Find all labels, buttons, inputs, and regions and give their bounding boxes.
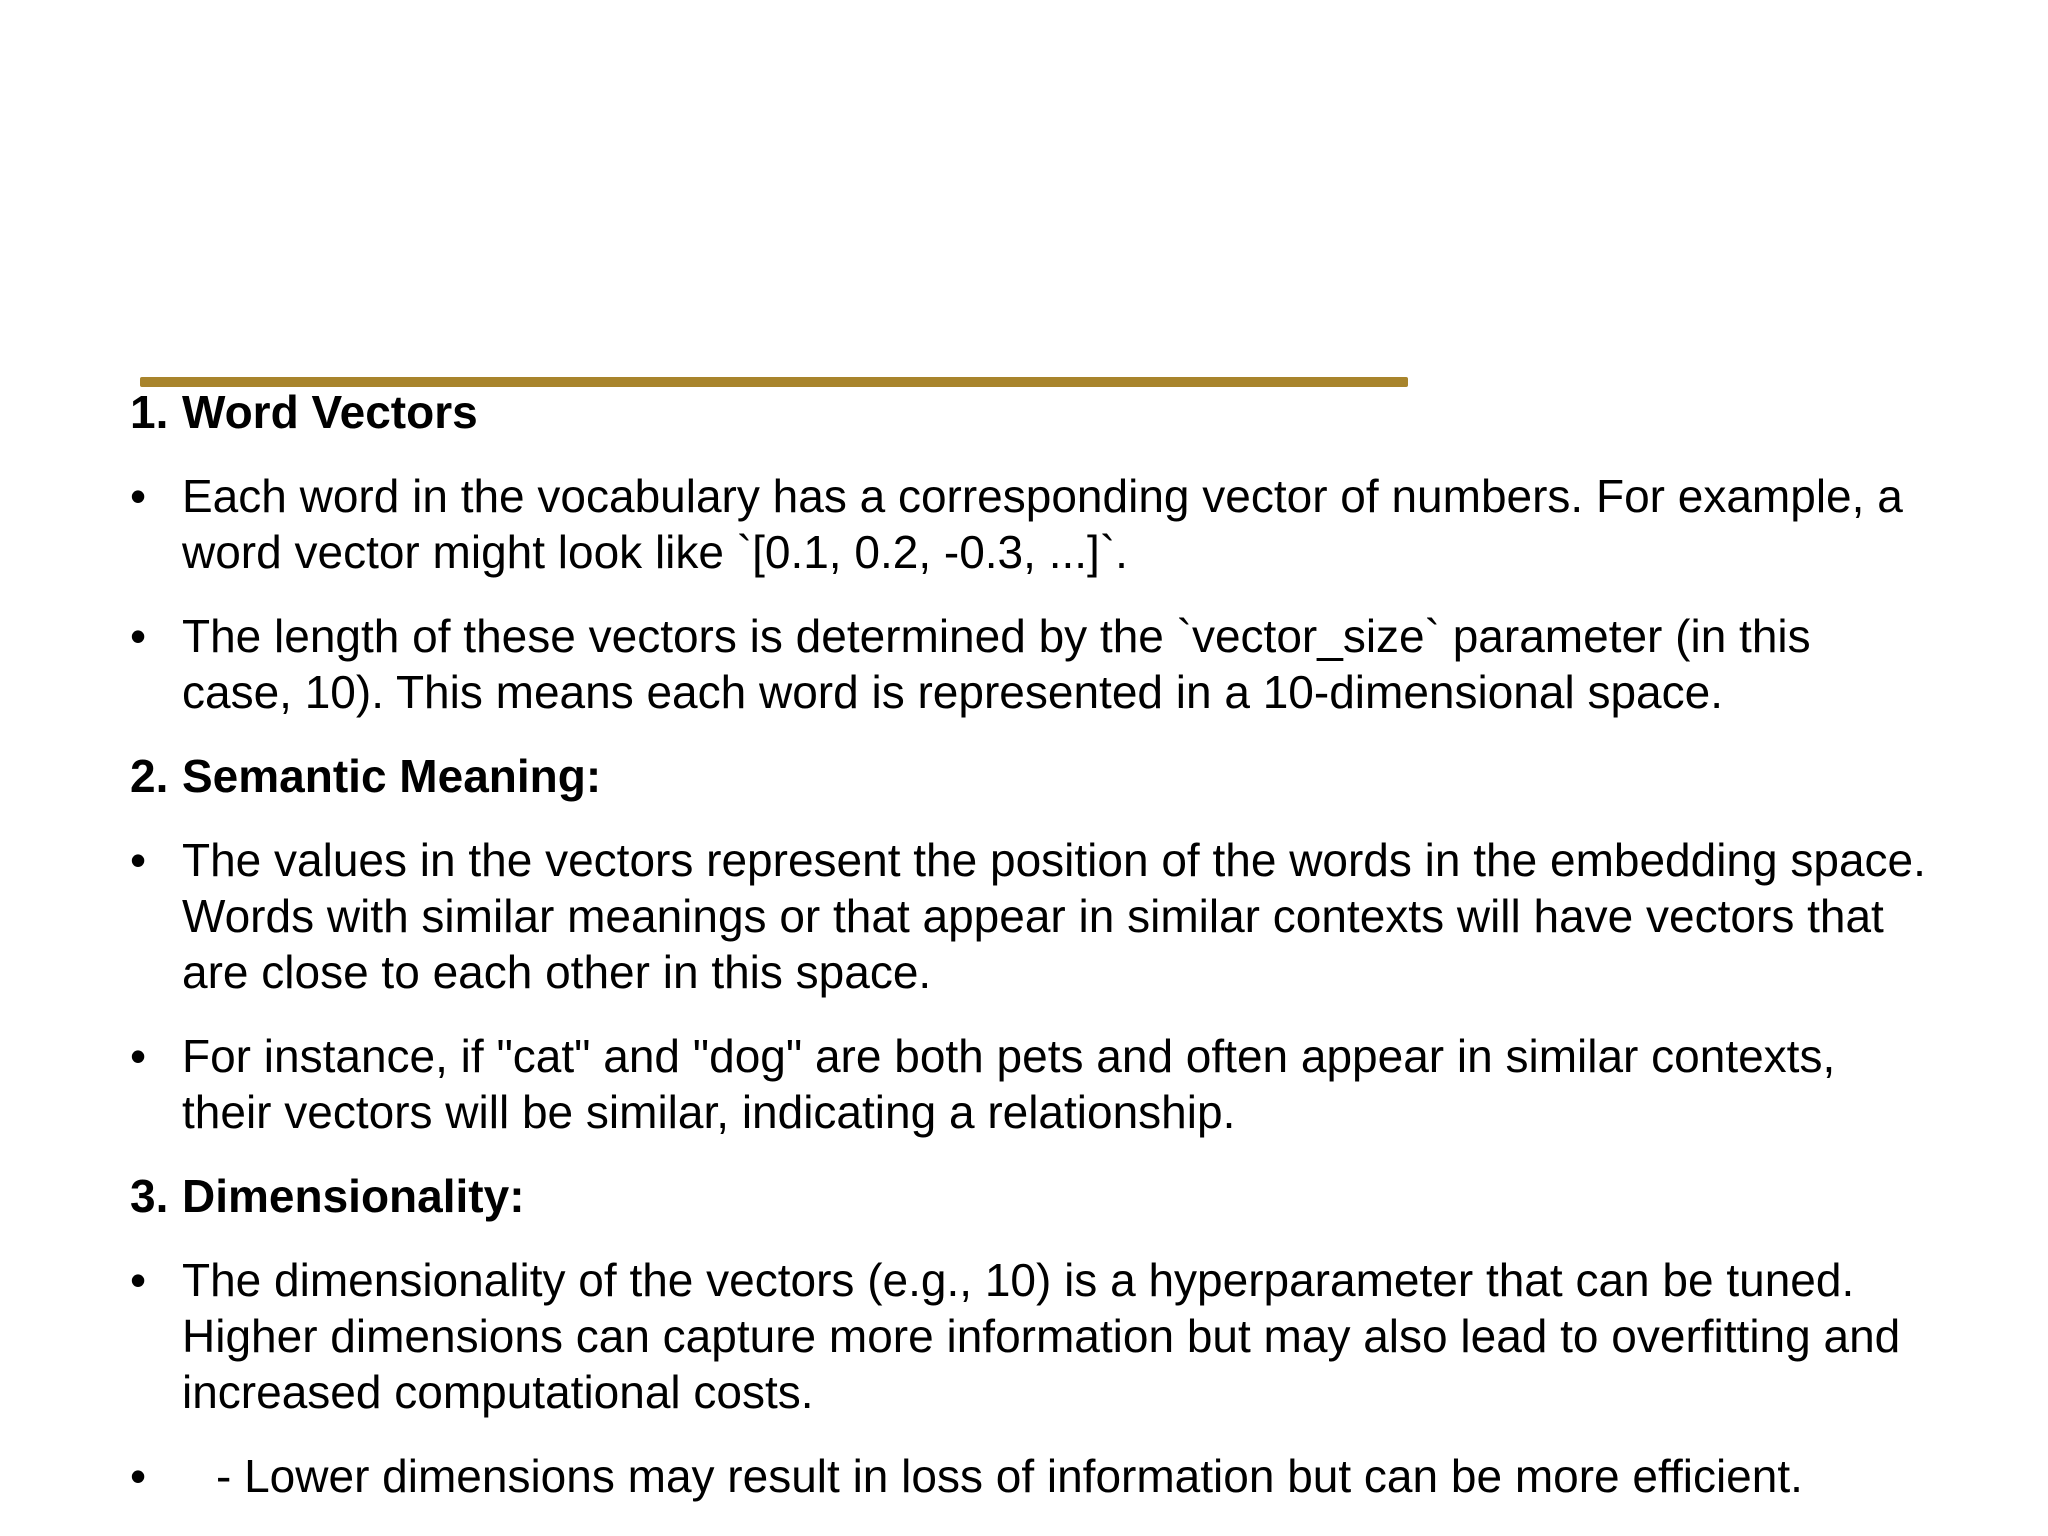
section-number: 2. <box>130 750 169 802</box>
bullet-text: The values in the vectors represent the position of the words in the embedding space. Words with similar meanings or that appear in similar contexts will have vectors that are close to each other in this space. <box>182 834 1926 998</box>
section-heading-word-vectors <box>130 384 1930 440</box>
bullet-text: Each word in the vocabulary has a corresponding vector of numbers. For example, a word vector might look like `[0.1, 0.2, -0.3, ...]`. <box>182 470 1903 578</box>
bullet-item <box>130 1448 1930 1504</box>
bullet-icon: • <box>130 1450 147 1502</box>
section-title: Word Vectors <box>182 386 478 438</box>
bullet-icon: • <box>130 610 147 662</box>
bullet-item <box>130 1252 1930 1420</box>
bullet-item <box>130 468 1930 580</box>
bullet-text: The length of these vectors is determined by the `vector_size` parameter (in this case, 10). This means each word is represented in a 10-dimensional space. <box>182 610 1811 718</box>
section-title: Semantic Meaning: <box>182 750 602 802</box>
section-number: 3. <box>130 1170 169 1222</box>
section-heading-semantic-meaning <box>130 748 1930 804</box>
bullet-text: - Lower dimensions may result in loss of information but can be more efficient. <box>216 1450 1803 1502</box>
section-title: Dimensionality: <box>182 1170 525 1222</box>
bullet-item <box>130 1028 1930 1140</box>
bullet-item <box>130 832 1930 1000</box>
bullet-text: For instance, if "cat" and "dog" are both pets and often appear in similar contexts, their vectors will be similar, indicating a relationship. <box>182 1030 1836 1138</box>
bullet-icon: • <box>130 1030 147 1082</box>
section-heading-dimensionality <box>130 1168 1930 1224</box>
bullet-icon: • <box>130 470 147 522</box>
bullet-text: The dimensionality of the vectors (e.g., 10) is a hyperparameter that can be tuned. Higher dimensions can capture more information but may also lead to overfitting and increased computational costs. <box>182 1254 1901 1418</box>
bullet-icon: • <box>130 1254 147 1306</box>
bullet-item <box>130 608 1930 720</box>
bullet-icon: • <box>130 834 147 886</box>
section-number: 1. <box>130 386 169 438</box>
slide-content <box>130 384 1930 1532</box>
